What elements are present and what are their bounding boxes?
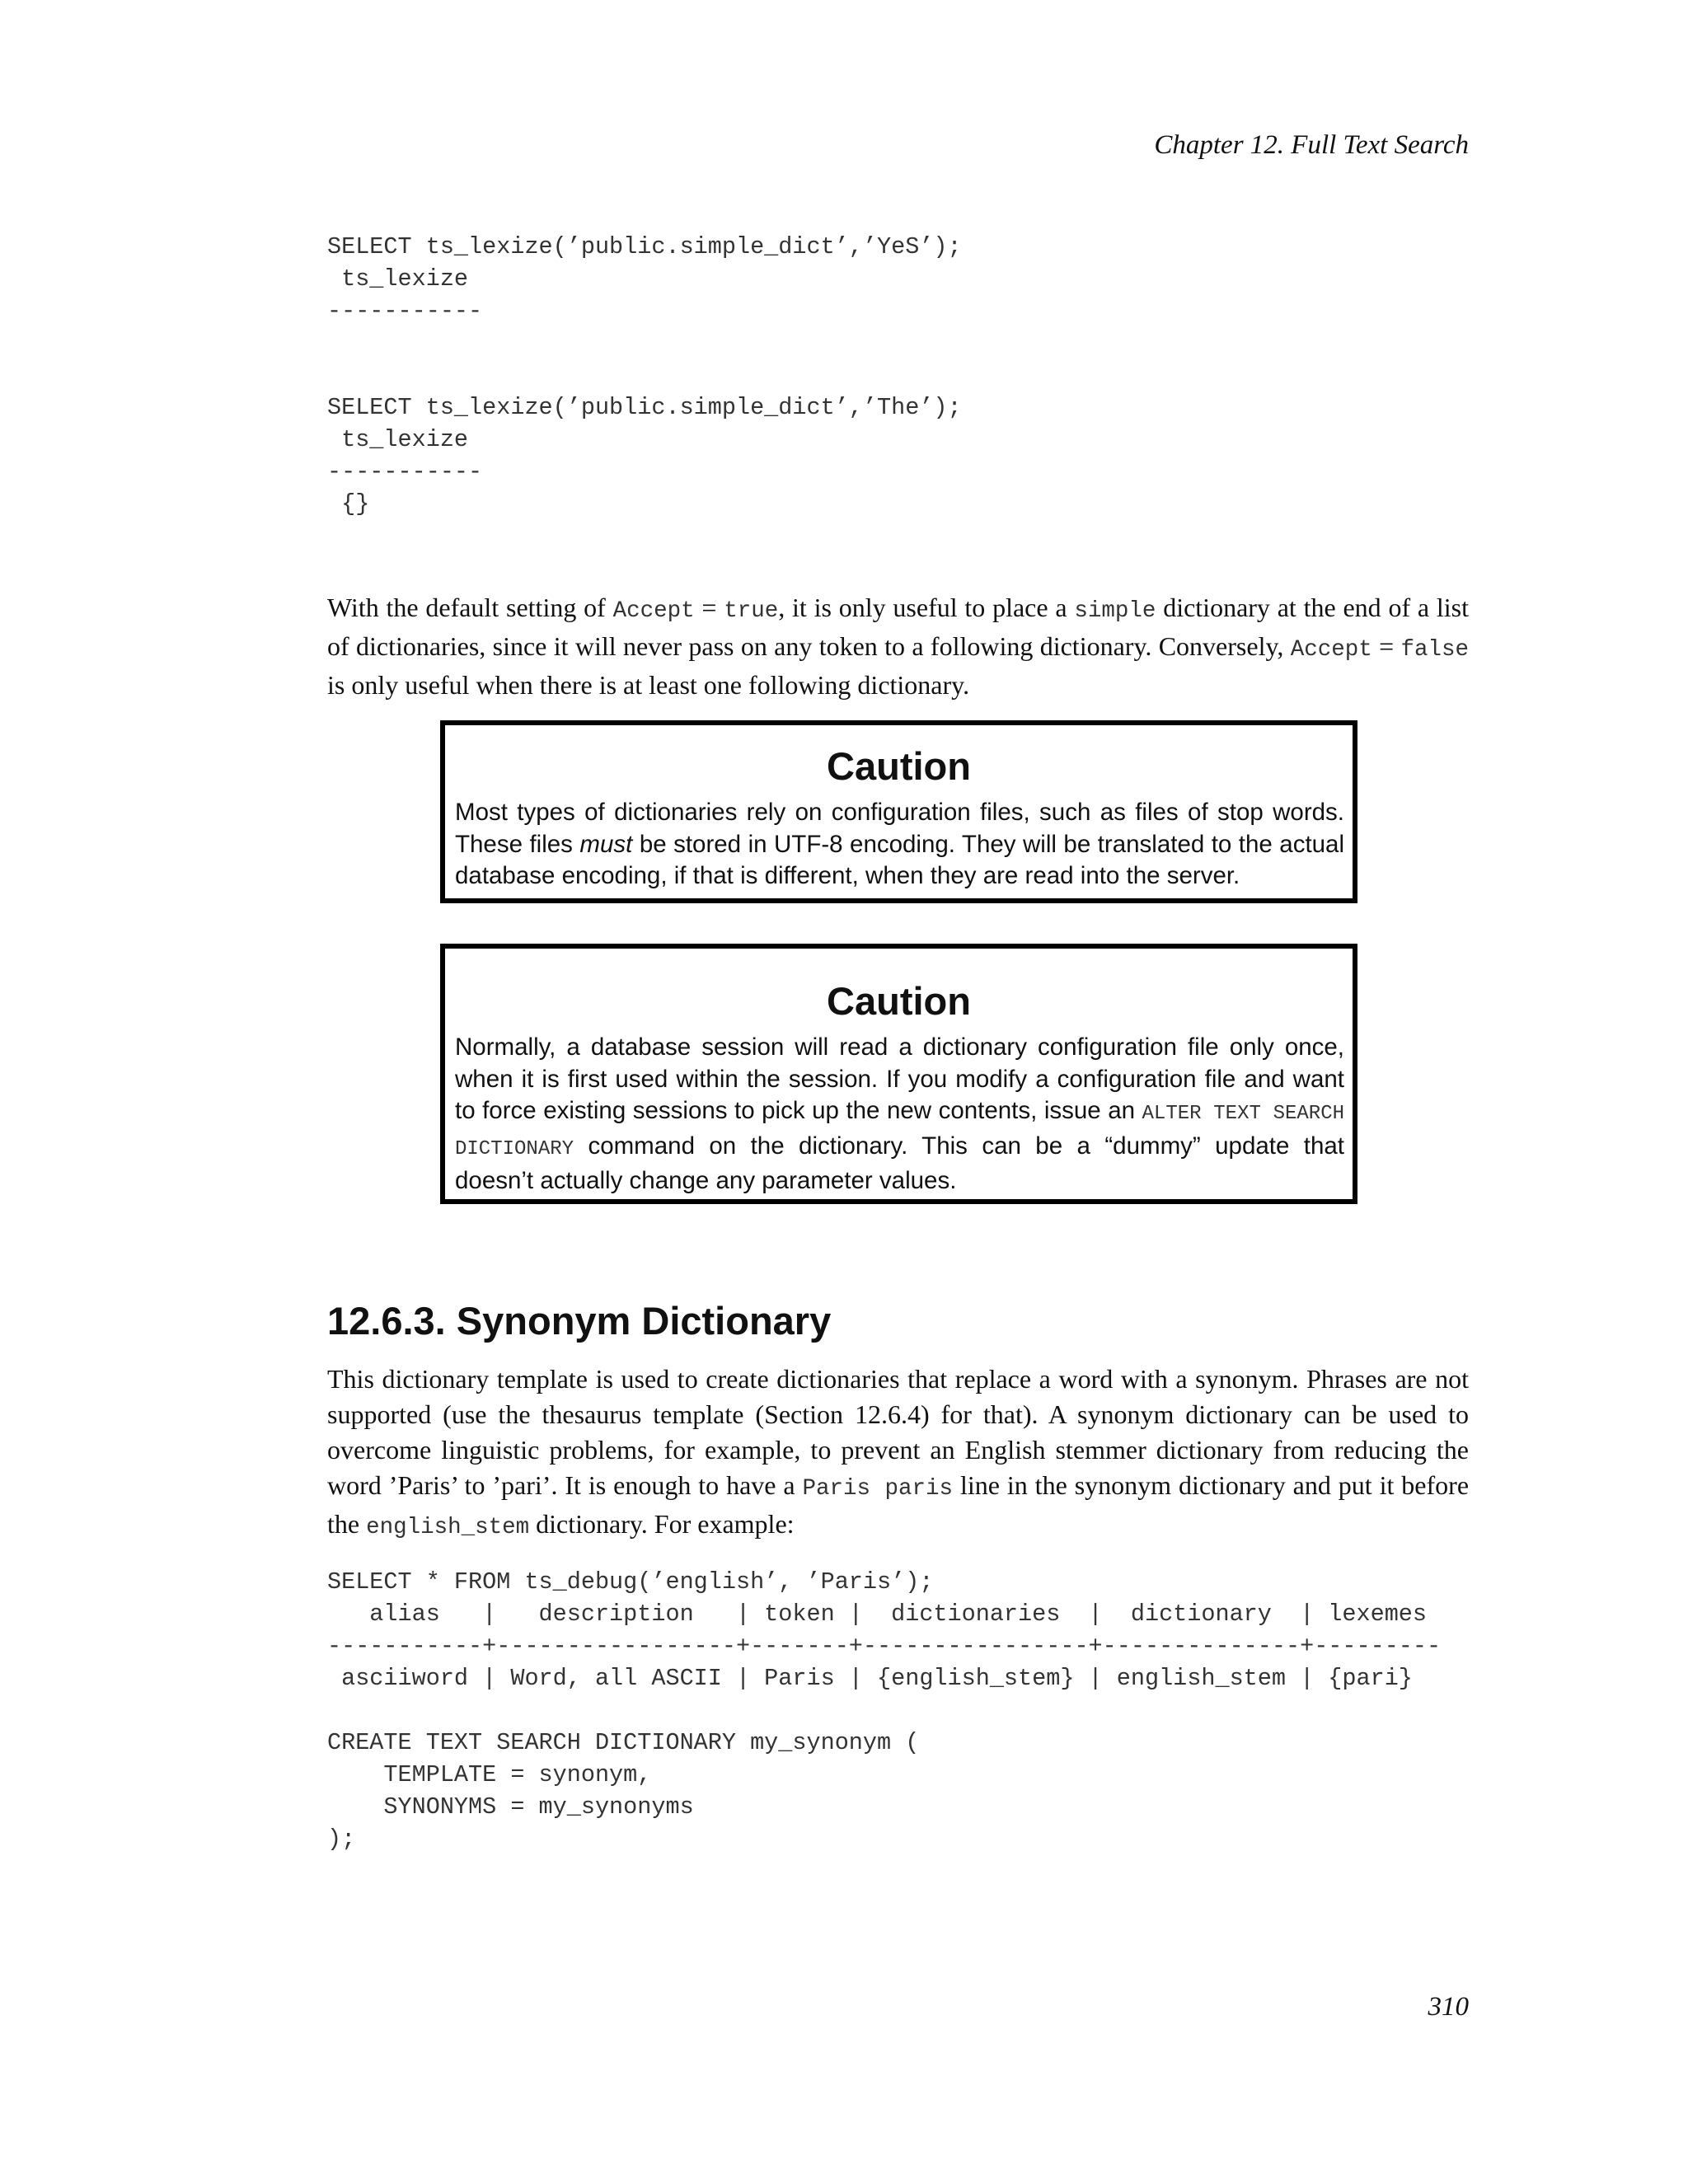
text: = [1372, 631, 1401, 661]
inline-code: Accept [1290, 637, 1372, 663]
emphasis: must [579, 830, 633, 858]
paragraph-synonym [327, 1361, 1469, 1545]
text: = [694, 593, 724, 622]
caution-box-session [440, 944, 1357, 1204]
text: command on the dictionary. This can be a “dummy” update that doesn’t actually change any parameter values. [455, 1132, 1344, 1194]
code-block-synonym: SELECT * FROM ts_debug(’english’, ’Paris’); alias | description | token | dictionaries | dictionary | lexemes -----------+-----------------+-------+----------------+--------------+--------- asciiword | Word, all ASCII | Paris | {english_stem} | english_stem | {pari} CREATE TEXT SEARCH DICTIONARY my_synonym ( TEMPLATE = synonym, SYNONYMS = my_synonyms ); [327, 1568, 1442, 1853]
text: line in the synonym dictionary and put it before the [327, 1470, 1470, 1539]
text: This dictionary template is used to create dictionaries that replace a word with a synonym. Phrases are not supported (use the thesaurus template (Section 12.6.4) for that). A synonym dictionary can be used to overcome linguistic problems, for example, to prevent an English stemmer dictionary from reducing the word ’Paris’ to ’pari’. It is enough to have a [327, 1364, 1469, 1500]
code-block-ts-lexize: SELECT ts_lexize(’public.simple_dict’,’YeS’); ts_lexize ----------- SELECT ts_lexize(’public.simple_dict’,’The’); ts_lexize ----------- {} [327, 233, 962, 518]
caution-text [445, 1032, 1353, 1197]
text: be stored in UTF-8 encoding. They will be translated to the actual database encoding, if that is different, when they are read into the server. [455, 830, 1345, 889]
text: With the default setting of [327, 593, 613, 622]
text: dictionary at the end of a list of dictionaries, since it will never pass on any token to a following dictionary. Conversely, [327, 593, 1470, 661]
paragraph-accept-setting [327, 590, 1469, 703]
text: , it is only useful to place a [778, 593, 1075, 622]
caution-title: Caution [827, 744, 971, 788]
caution-title: Caution [827, 979, 971, 1023]
running-header: Chapter 12. Full Text Search [1154, 130, 1469, 160]
section-heading: 12.6.3. Synonym Dictionary [327, 1299, 832, 1343]
caution-text [445, 797, 1353, 893]
text: dictionary. For example: [529, 1509, 795, 1539]
page-number: 310 [1428, 1992, 1469, 2022]
text: Most types of dictionaries rely on configuration files, such as files of stop words. These files [455, 799, 1344, 858]
inline-code: ALTER TEXT SEARCH DICTIONARY [455, 1103, 1345, 1160]
inline-code: Paris paris [802, 1476, 954, 1502]
inline-code: english_stem [366, 1515, 530, 1540]
inline-code: false [1400, 637, 1470, 663]
inline-code: simple [1074, 598, 1156, 624]
caution-box-encoding [440, 720, 1357, 903]
inline-code: Accept [612, 598, 695, 624]
text: is only useful when there is at least one following dictionary. [327, 670, 970, 700]
inline-code: true [724, 598, 779, 624]
text: Normally, a database session will read a dictionary configuration file only once, when it is first used within the session. If you modify a configuration file and want to force existing sessions to pick up the new contents, issue an [455, 1033, 1344, 1124]
